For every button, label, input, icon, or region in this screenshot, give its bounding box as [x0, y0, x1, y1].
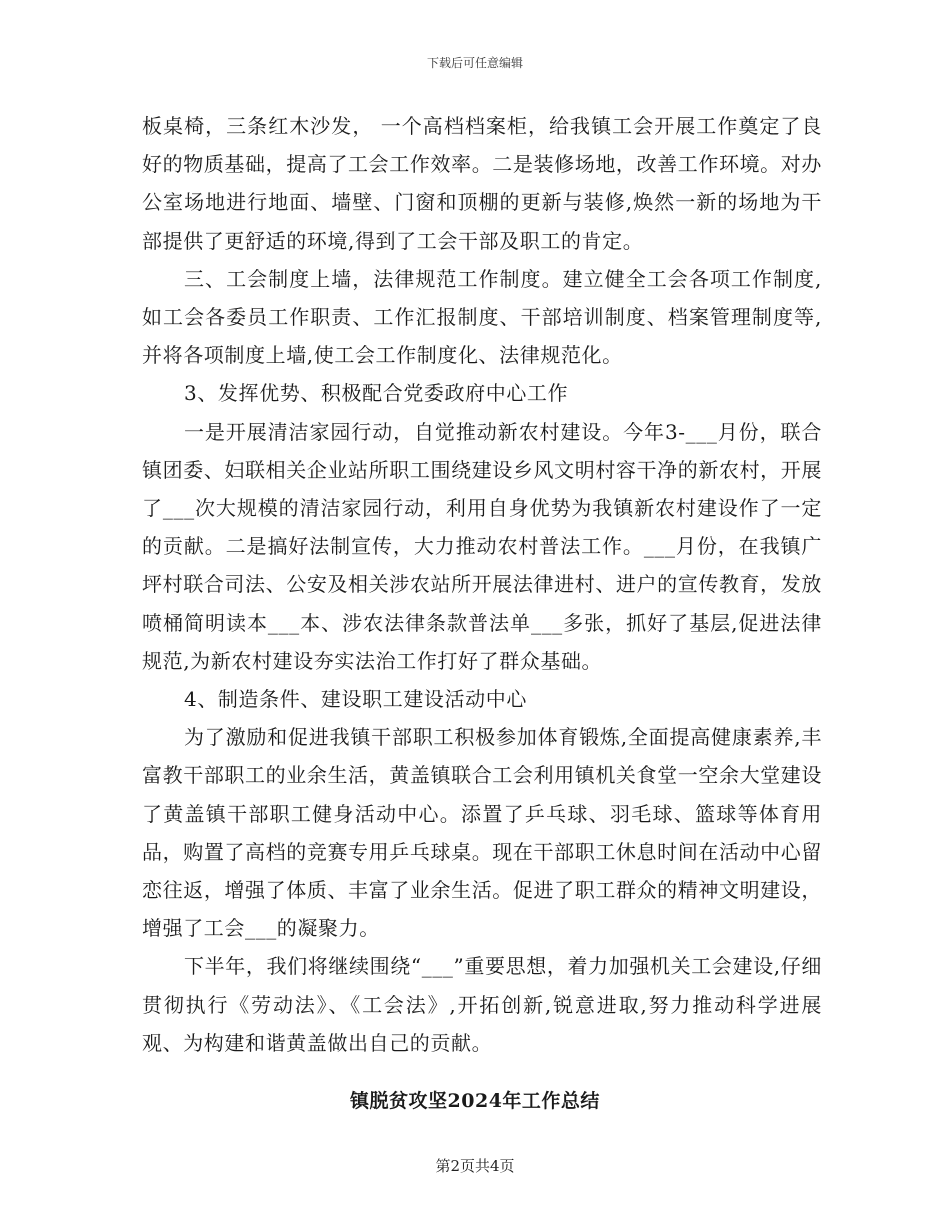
section-title: 镇脱贫攻坚2024年工作总结 — [350, 1090, 600, 1112]
paragraph-6: 为了激励和促进我镇干部职工积极参加体育锻炼,全面提高健康素养,丰富教干部职工的业余生活，黄盖镇联合工会利用镇机关食堂一空余大堂建设了黄盖镇干部职工健身活动中心。添置了乒乓球、羽毛球、篮球等体育用品，购置了高档的竞赛专用乒乓球桌。现在干部职工休息时间在活动中心留恋往返，增强了体质、丰富了业余生活。促进了职工群众的精神文明建设，增强了工会___的凝聚力。 — [142, 725, 822, 941]
paragraph-1: 板桌椅，三条红木沙发， 一个高档档案柜，给我镇工会开展工作奠定了良好的物质基础，提高了工会工作效率。二是装修场地，改善工作环境。对办公室场地进行地面、墙壁、门窗和顶棚的更新与装修,焕然一新的场地为干部提供了更舒适的环境,得到了工会干部及职工的肯定。 — [142, 114, 822, 253]
subheading-3: 3、发挥优势、积极配合党委政府中心工作 — [184, 381, 569, 406]
page-footer: 第2页共4页 — [435, 1157, 515, 1175]
paragraph-4: 一是开展清洁家园行动，自觉推动新农村建设。今年3-___月份，联合镇团委、妇联相关企业站所职工围绕建设乡风文明村容干净的新农村，开展了___次大规模的清洁家园行动，利用自身优势为我镇新农村建设作了一定的贡献。二是搞好法制宣传，大力推动农村普法工作。___月份，在我镇广坪村联合司法、公安及相关涉农站所开展法律进村、进户的宣传教育，发放喷桶简明读本___本、涉农法律条款普法单___多张，抓好了基层,促进法律规范,为新农村建设夯实法治工作打好了群众基础。 — [142, 419, 822, 673]
paragraph-7: 下半年，我们将继续围绕“___”重要思想，着力加强机关工会建设,仔细贯彻执行《劳动法》、《工会法》,开拓创新,锐意进取,努力推动科学进展观、为构建和谐黄盖做出自己的贡献。 — [142, 954, 822, 1055]
subheading-4: 4、制造条件、建设职工建设活动中心 — [184, 687, 527, 712]
paragraph-2: 三、工会制度上墙，法律规范工作制度。建立健全工会各项工作制度,如工会各委员工作职责、工作汇报制度、干部培训制度、档案管理制度等,并将各项制度上墙,使工会工作制度化、法律规范化。 — [142, 266, 822, 368]
document-body — [142, 107, 822, 1062]
page-header-note: 下载后可任意编辑 — [426, 56, 523, 70]
